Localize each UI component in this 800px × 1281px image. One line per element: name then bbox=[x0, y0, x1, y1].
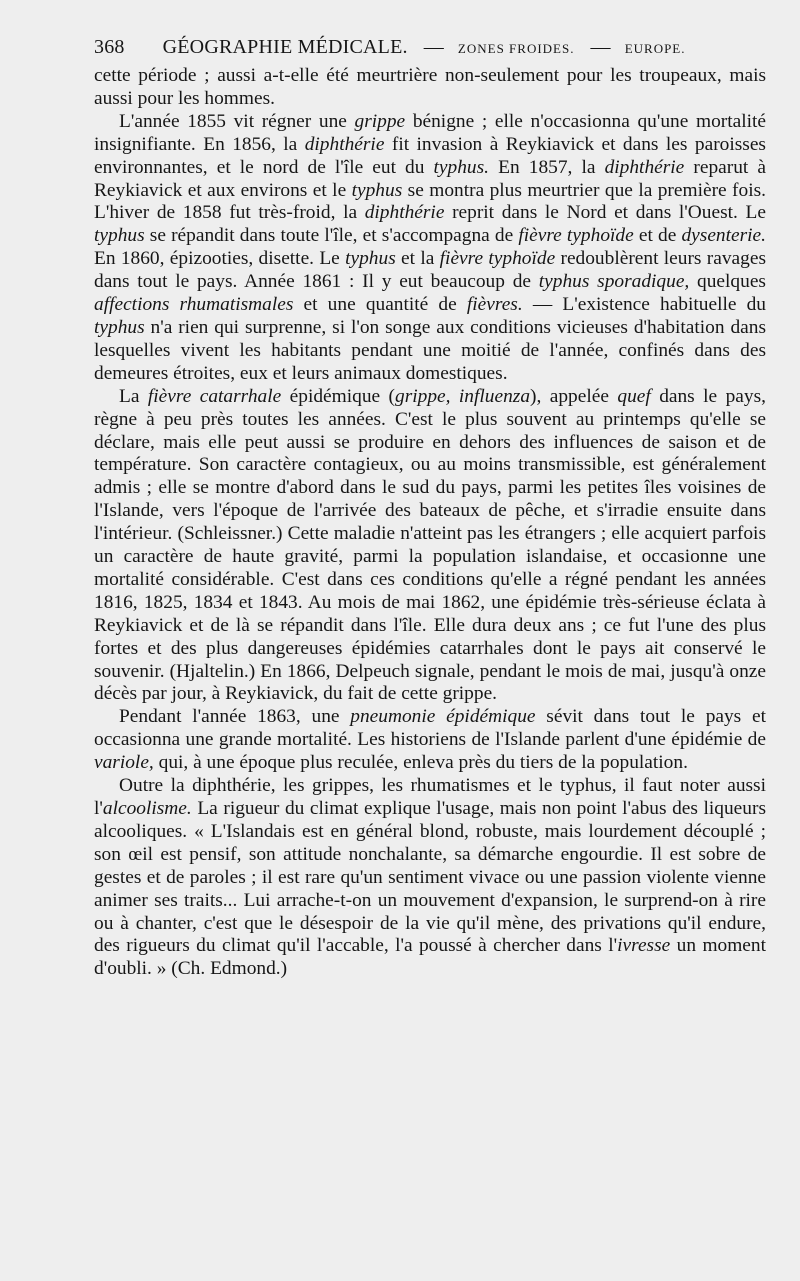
text-run: Pendant l'année 1863, une bbox=[119, 706, 351, 728]
subsection-title: EUROPE. bbox=[624, 41, 686, 56]
text-run: un moment d'oubli. » (Ch. Edmond.) bbox=[94, 935, 766, 980]
text-run: reparut à Reykiavick et aux environs et le bbox=[94, 156, 766, 201]
text-run: Outre la diphthérie, les grippes, les rhumatismes et le typhus, il faut noter aussi l' bbox=[94, 775, 766, 819]
header-separator: — bbox=[590, 36, 611, 58]
paragraph bbox=[94, 111, 766, 386]
text-run: n'a rien qui surprenne, si l'on songe aux conditions vicieuses d'habitation dans lesquelles vivent les habitants pendant une moitié de l'année, confinés dans des demeures étroites, eux et leurs animaux domestiques. bbox=[94, 316, 766, 384]
paragraph bbox=[94, 386, 766, 707]
italic-term: fièvres. bbox=[466, 294, 523, 316]
section-title: ZONES FROIDES. bbox=[457, 41, 575, 56]
text-run: cette période ; aussi a-t-elle été meurtrière non-seulement pour les troupeaux, mais aussi pour les hommes. bbox=[94, 65, 766, 109]
text-run: quelques bbox=[689, 271, 766, 293]
text-run: et la bbox=[395, 248, 440, 270]
italic-term: typhus bbox=[345, 248, 396, 270]
paragraph bbox=[94, 65, 766, 111]
text-run: se répandit dans toute l'île, et s'accompagna de bbox=[144, 225, 519, 247]
italic-term: typhus bbox=[94, 316, 145, 338]
italic-term: pneumonie épidémique bbox=[350, 706, 536, 728]
text-run: redoublèrent leurs ravages dans tout le pays. Année 1861 : Il y eut beaucoup de bbox=[94, 248, 766, 293]
text-run: épidémique ( bbox=[281, 385, 396, 407]
text-run: fit invasion à Reykiavick et dans les paroisses environnantes, et le nord de l'île eut du bbox=[94, 133, 766, 178]
italic-term: ivresse bbox=[617, 935, 671, 957]
italic-term: typhus bbox=[351, 179, 403, 201]
text-run: La bbox=[119, 385, 148, 407]
italic-term: diphthérie bbox=[604, 156, 685, 178]
italic-term: typhus sporadique, bbox=[538, 271, 690, 293]
italic-term: variole, bbox=[94, 752, 154, 774]
italic-term: diphthérie bbox=[364, 202, 445, 224]
italic-term: fièvre typhoïde bbox=[518, 225, 634, 247]
italic-term: typhus bbox=[94, 225, 145, 247]
text-run: et de bbox=[633, 225, 682, 247]
running-title: GÉOGRAPHIE MÉDICALE. bbox=[162, 36, 408, 58]
text-run: En 1860, épizooties, disette. Le bbox=[94, 248, 346, 270]
paragraph bbox=[94, 775, 766, 981]
italic-term: dysenterie. bbox=[681, 225, 766, 247]
italic-term: diphthérie bbox=[304, 133, 385, 155]
text-run: La rigueur du climat explique l'usage, mais non point l'abus des liqueurs alcooliques. « L'Islandais est en général blond, robuste, mais lourdement découplé ; son œil est pensif, son attitude nonchalante, sa démarche engourdie. Il est sobre de gestes et de paroles ; il est rare qu'un sentiment vivace ou une passion violente vienne animer ses traits... Lui arrache-t-on un mouvement d'expansion, le surprend-on à rire ou à chanter, c'est que le désespoir de la vie qu'il mène, des privations qu'il endure, des rigueurs du climat qu'il l'accable, l'a poussé à chercher dans l' bbox=[94, 798, 766, 957]
italic-term: grippe, influenza bbox=[395, 385, 531, 407]
body-text bbox=[94, 65, 766, 981]
italic-term: alcoolisme. bbox=[102, 798, 192, 819]
header-separator: — bbox=[423, 36, 444, 58]
paragraph bbox=[94, 706, 766, 775]
text-run: reprit dans le Nord et dans l'Ouest. Le bbox=[444, 202, 766, 224]
text-run: L'année 1855 vit régner une bbox=[119, 110, 355, 132]
italic-term: grippe bbox=[354, 110, 406, 132]
italic-term: fièvre typhoïde bbox=[439, 248, 556, 270]
page-number: 368 bbox=[94, 36, 125, 58]
text-run: — L'existence habituelle du bbox=[522, 294, 766, 316]
text-run: sévit dans tout le pays et occasionna une grande mortalité. Les historiens de l'Islande parlent d'une épidémie de bbox=[94, 706, 766, 751]
italic-term: fièvre catarrhale bbox=[147, 385, 282, 407]
text-run: et une quantité de bbox=[293, 294, 467, 316]
text-run: se montra plus meurtrier que la première fois. L'hiver de 1858 fut très-froid, la bbox=[94, 179, 766, 224]
italic-term: typhus. bbox=[433, 156, 490, 178]
text-run: dans le pays, règne à peu près toutes les années. C'est le plus souvent au printemps qu'elle se déclare, mais elle peut aussi se produire en dehors des influences de saison et de température. Son caractère contagieux, ou au moins transmissible, est généralement admis ; elle se montre d'abord dans le sud du pays, parmi les petites îles voisines de l'Islande, vers l'époque de l'arrivée des bateaux de pêche, et s'irradie ensuite dans l'intérieur. (Schleissner.) Cette maladie n'atteint pas les étrangers ; elle acquiert parfois un caractère de haute gravité, parmi la population islandaise, et occasionne une mortalité considérable. C'est dans ces conditions qu'elle a régné pendant les années 1816, 1825, 1834 et 1843. Au mois de mai 1862, une épidémie très-sérieuse éclata à Reykiavick et de là se répandit dans l'île. Elle dura deux ans ; ce fut l'une des plus fortes et des plus dangereuses épidémies catarrhales dont le pays ait conservé le souvenir. (Hjaltelin.) En 1866, Delpeuch signale, pendant le mois de mai, jusqu'à onze décès par jour, à Reykiavick, du fait de cette grippe. bbox=[94, 385, 766, 705]
text-run: En 1857, la bbox=[489, 156, 605, 178]
italic-term: quef bbox=[617, 385, 651, 407]
text-run: bénigne ; elle n'occasionna qu'une mortalité insignifiante. En 1856, la bbox=[94, 110, 766, 155]
text-run: ), appelée bbox=[530, 385, 618, 407]
italic-term: affections rhumatismales bbox=[94, 294, 294, 316]
running-header bbox=[94, 36, 766, 59]
text-run: qui, à une époque plus reculée, enleva près du tiers de la population. bbox=[153, 752, 688, 774]
